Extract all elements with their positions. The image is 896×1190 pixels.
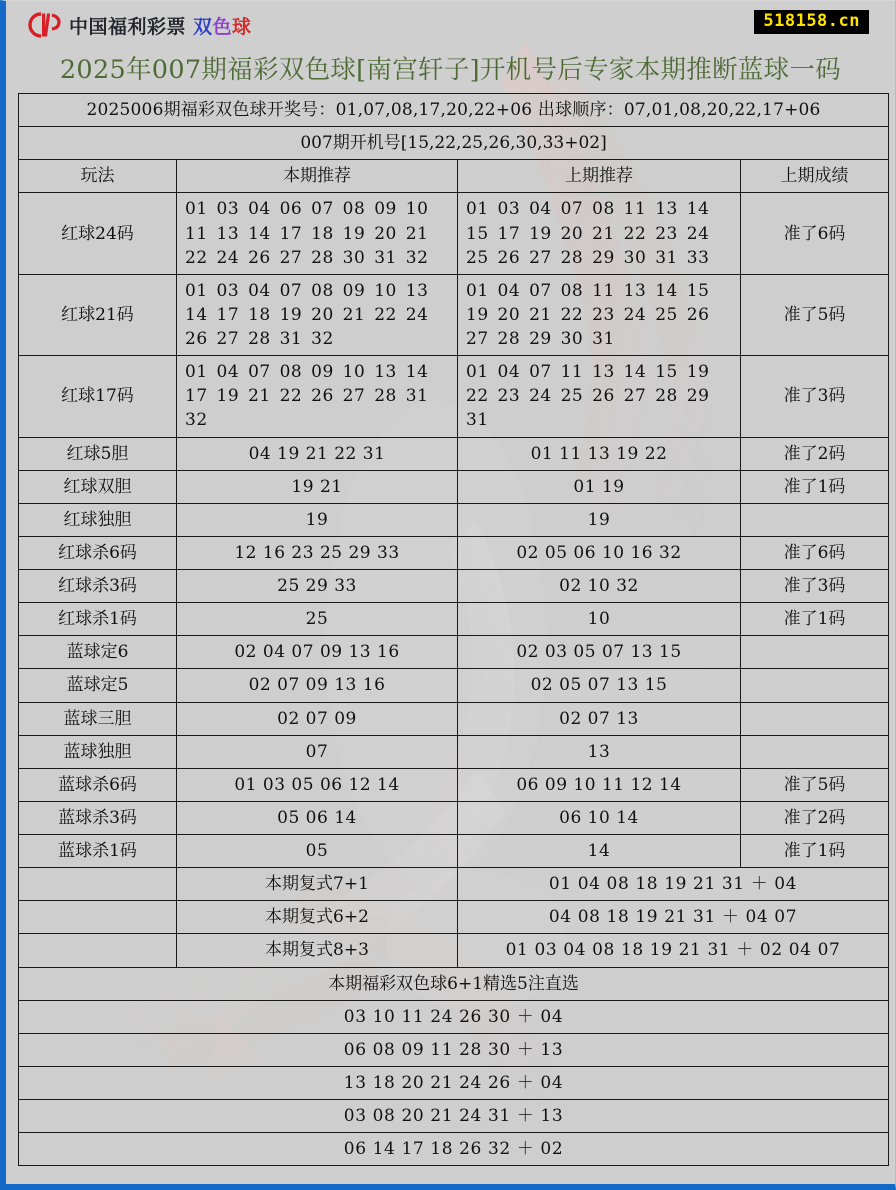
cell-this-period: 25 29 33	[177, 570, 458, 603]
cell-prev-period: 06 09 10 11 12 14	[458, 768, 741, 801]
cell-prev-score: 准了2码	[741, 801, 889, 834]
cell-prev-score	[741, 702, 889, 735]
table-row	[19, 735, 889, 768]
cell-prev-period: 01 04 07 11 13 14 15 19 22 23 24 25 26 27 28 29 31	[458, 356, 741, 437]
column-header-prev-score: 上期成绩	[741, 160, 889, 193]
cell-prev-period: 01 04 07 08 11 13 14 15 19 20 21 22 23 24 25 26 27 28 29 30 31	[458, 274, 741, 355]
cell-pick-numbers: 06 08 09 11 28 30 ＋ 13	[19, 1033, 889, 1066]
cell-spacer	[19, 901, 177, 934]
cell-fushi-numbers: 01 03 04 08 18 19 21 31 ＋ 02 04 07	[458, 934, 889, 967]
cell-this-period: 02 04 07 09 13 16	[177, 636, 458, 669]
ssq-char-3: 球	[232, 15, 252, 38]
cell-this-period: 19 21	[177, 470, 458, 503]
table-row	[19, 193, 889, 274]
draw-result-banner: 2025006期福彩双色球开奖号：01,07,08,17,20,22+06 出球顺序：07,01,08,20,22,17+06	[19, 94, 889, 127]
cell-fushi-label: 本期复式7+1	[177, 868, 458, 901]
cell-way: 红球杀6码	[19, 536, 177, 569]
table-row	[19, 636, 889, 669]
cell-way: 红球17码	[19, 356, 177, 437]
cell-this-period: 07	[177, 735, 458, 768]
pick-rows	[19, 1000, 889, 1166]
site-domain-badge[interactable]: 518158.cn	[754, 10, 869, 34]
table-row	[19, 768, 889, 801]
cell-prev-period: 02 03 05 07 13 15	[458, 636, 741, 669]
cell-prev-period: 19	[458, 503, 741, 536]
cell-prev-score: 准了5码	[741, 768, 889, 801]
cell-prev-score: 准了6码	[741, 536, 889, 569]
cell-this-period: 01 03 05 06 12 14	[177, 768, 458, 801]
forecast-rows	[19, 193, 889, 868]
cell-prev-score: 准了5码	[741, 274, 889, 355]
cell-way: 蓝球三胆	[19, 702, 177, 735]
section-title-group	[19, 967, 889, 1000]
china-welfare-lottery-icon	[28, 10, 62, 40]
ssq-char-2: 色	[212, 15, 233, 38]
cell-way: 红球24码	[19, 193, 177, 274]
cell-fushi-numbers: 04 08 18 19 21 31 ＋ 04 07	[458, 901, 889, 934]
cell-prev-period: 01 11 13 19 22	[458, 437, 741, 470]
cell-this-period: 05 06 14	[177, 801, 458, 834]
cell-this-period: 25	[177, 603, 458, 636]
cell-way: 红球杀3码	[19, 570, 177, 603]
brand-name-cn: 中国福利彩票	[69, 15, 187, 38]
cell-pick-numbers: 03 08 20 21 24 31 ＋ 13	[19, 1100, 889, 1133]
cell-prev-period: 01 19	[458, 470, 741, 503]
site-header	[18, 1, 883, 49]
cell-prev-score: 准了2码	[741, 437, 889, 470]
cell-fushi-numbers: 01 04 08 18 19 21 31 ＋ 04	[458, 868, 889, 901]
fushi-rows	[19, 868, 889, 967]
cell-way: 红球杀1码	[19, 603, 177, 636]
fushi-row	[19, 934, 889, 967]
cell-fushi-label: 本期复式6+2	[177, 901, 458, 934]
cell-way: 红球独胆	[19, 503, 177, 536]
cell-prev-score	[741, 735, 889, 768]
cell-prev-score: 准了1码	[741, 603, 889, 636]
cell-spacer	[19, 868, 177, 901]
table-row	[19, 536, 889, 569]
cell-prev-score: 准了1码	[741, 470, 889, 503]
cell-prev-score: 准了3码	[741, 570, 889, 603]
cell-way: 蓝球杀1码	[19, 835, 177, 868]
cell-this-period: 12 16 23 25 29 33	[177, 536, 458, 569]
cell-this-period: 02 07 09	[177, 702, 458, 735]
table-row	[19, 702, 889, 735]
cell-way: 红球21码	[19, 274, 177, 355]
forecast-table	[18, 93, 889, 1166]
cell-way: 红球双胆	[19, 470, 177, 503]
cell-prev-period: 02 07 13	[458, 702, 741, 735]
cell-this-period: 01 03 04 07 08 09 10 13 14 17 18 19 20 21 22 24 26 27 28 31 32	[177, 274, 458, 355]
cell-prev-score: 准了3码	[741, 356, 889, 437]
table-row	[19, 801, 889, 834]
cell-prev-period: 02 05 07 13 15	[458, 669, 741, 702]
table-row	[19, 356, 889, 437]
column-header-prev-period: 上期推荐	[458, 160, 741, 193]
section-title: 本期福彩双色球6+1精选5注直选	[19, 967, 889, 1000]
table-row	[19, 437, 889, 470]
cell-pick-numbers: 13 18 20 21 24 26 ＋ 04	[19, 1066, 889, 1099]
cell-prev-period: 02 05 06 10 16 32	[458, 536, 741, 569]
cell-prev-period: 13	[458, 735, 741, 768]
fushi-row	[19, 868, 889, 901]
table-row	[19, 570, 889, 603]
ssq-char-1: 双	[193, 15, 213, 38]
cell-pick-numbers: 06 14 17 18 26 32 ＋ 02	[19, 1133, 889, 1166]
brand-name-ssq	[193, 12, 252, 39]
cell-this-period: 01 04 07 08 09 10 13 14 17 19 21 22 26 27 28 31 32	[177, 356, 458, 437]
cell-way: 蓝球定5	[19, 669, 177, 702]
cell-prev-period: 06 10 14	[458, 801, 741, 834]
cell-prev-score: 准了1码	[741, 835, 889, 868]
cell-this-period: 05	[177, 835, 458, 868]
cell-prev-period: 14	[458, 835, 741, 868]
table-row	[19, 835, 889, 868]
cell-pick-numbers: 03 10 11 24 26 30 ＋ 04	[19, 1000, 889, 1033]
cell-prev-period: 02 10 32	[458, 570, 741, 603]
cell-prev-score	[741, 669, 889, 702]
machine-number-banner: 007期开机号[15,22,25,26,30,33+02]	[19, 127, 889, 160]
pick-row	[19, 1100, 889, 1133]
cell-prev-period: 01 03 04 07 08 11 13 14 15 17 19 20 21 22 23 24 25 26 27 28 29 30 31 33	[458, 193, 741, 274]
column-header-way: 玩法	[19, 160, 177, 193]
brand-logo[interactable]	[28, 10, 252, 40]
cell-way: 蓝球定6	[19, 636, 177, 669]
cell-prev-period: 10	[458, 603, 741, 636]
page-title: 2025年007期福彩双色球[南宫轩子]开机号后专家本期推断蓝球一码	[59, 55, 842, 85]
table-row	[19, 503, 889, 536]
table-row	[19, 669, 889, 702]
table-row	[19, 603, 889, 636]
section-title-row	[19, 967, 889, 1000]
cell-spacer	[19, 934, 177, 967]
cell-prev-score	[741, 636, 889, 669]
pick-row	[19, 1033, 889, 1066]
fushi-row	[19, 901, 889, 934]
cell-this-period: 02 07 09 13 16	[177, 669, 458, 702]
cell-this-period: 01 03 04 06 07 08 09 10 11 13 14 17 18 19 20 21 22 24 26 27 28 30 31 32	[177, 193, 458, 274]
cell-way: 红球5胆	[19, 437, 177, 470]
pick-row	[19, 1000, 889, 1033]
draw-result-row	[19, 94, 889, 127]
pick-row	[19, 1133, 889, 1166]
cell-way: 蓝球杀3码	[19, 801, 177, 834]
column-header-this-period: 本期推荐	[177, 160, 458, 193]
cell-way: 蓝球独胆	[19, 735, 177, 768]
cell-fushi-label: 本期复式8+3	[177, 934, 458, 967]
cell-prev-score	[741, 503, 889, 536]
cell-this-period: 04 19 21 22 31	[177, 437, 458, 470]
cell-this-period: 19	[177, 503, 458, 536]
table-row	[19, 470, 889, 503]
cwl-emblem-icon	[28, 10, 62, 40]
table-row	[19, 274, 889, 355]
cell-prev-score: 准了6码	[741, 193, 889, 274]
cell-way: 蓝球杀6码	[19, 768, 177, 801]
pick-row	[19, 1066, 889, 1099]
table-header-row	[19, 160, 889, 193]
machine-number-row	[19, 127, 889, 160]
